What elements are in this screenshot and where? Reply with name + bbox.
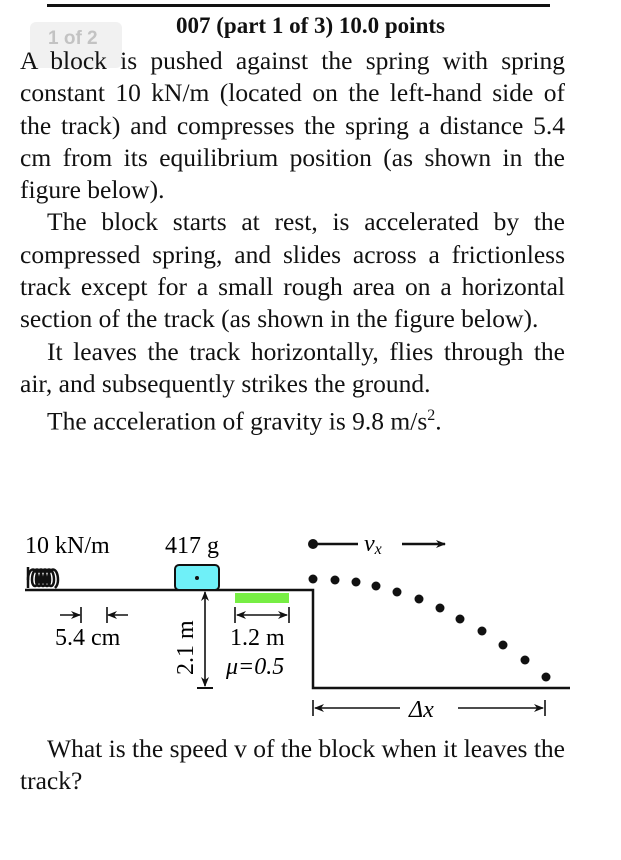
range-label: Δx: [409, 697, 434, 723]
rough-length-arrow: [235, 607, 289, 623]
spring: [28, 567, 58, 588]
compression-label: 5.4 cm: [55, 625, 121, 651]
paragraph-3: It leaves the track horizontally, flies through the air, and subsequently strikes the ground.: [20, 336, 565, 398]
gravity-exponent: 2: [427, 407, 436, 425]
friction-label: μ=0.5: [226, 654, 285, 680]
velocity-label: vx: [364, 531, 382, 558]
rough-patch: [235, 593, 289, 603]
spring-constant-label: 10 kN/m: [25, 533, 110, 559]
mass-label: 417 g: [165, 533, 219, 559]
gravity-text: The acceleration of gravity is 9.8 m/s: [47, 406, 428, 436]
block-center-dot: [195, 576, 199, 580]
height-label: 2.1 m: [173, 620, 199, 675]
paragraph-2: The block starts at rest, is accelerated by the compressed spring, and slides across a frictionless track except for a small rough area on a horizontal section of the track (as shown in the figure below).: [20, 207, 565, 334]
height-arrow: [197, 592, 213, 688]
gravity-end: .: [435, 406, 442, 436]
question-text: What is the speed v of the block when it leaves the track?: [20, 734, 565, 796]
rough-length-label: 1.2 m: [230, 625, 285, 651]
compression-arrows: [60, 607, 128, 623]
problem-title: 007 (part 1 of 3) 10.0 points: [176, 13, 445, 38]
page-indicator: 1 of 2: [30, 22, 122, 68]
trajectory-dots: [309, 575, 551, 682]
paragraph-1: A block is pushed against the spring with spring constant 10 kN/m (located on the left-hand side of the track) and compresses the spring a distance 5.4 cm from its equilibrium position (as shown in the figure below).: [20, 46, 565, 205]
